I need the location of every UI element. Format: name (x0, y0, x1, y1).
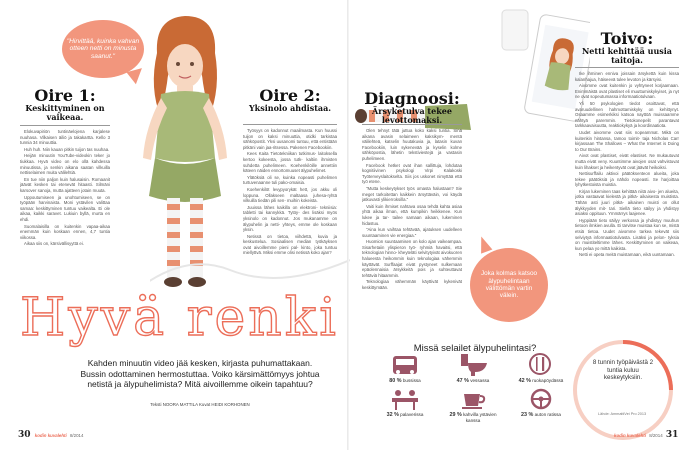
stat-coffee-label: kahvilla ystävien kanssa (463, 412, 497, 423)
oire4-paragraph: Hyppiään tieto säilyy verkossa ja yhdistyy muuhun tietoon ilmkien avulla. Ei tarvitse muistaa kun se, mistä etsiä tietoa. Uudet aivomme tarkea tekevät siis selviytyä informaatiotulvasta. Lisäksi ja pelon- tyksia on muistiteltimme lähes. Keskittyminen on vaikeaa, kun pelaa yo mittä kaikista. (575, 217, 679, 251)
stat-bus-label: bussissa (402, 378, 421, 383)
oire1-heading (20, 87, 110, 122)
oire2-paragraph: Työsyys on kadonnut maailmasta. Kun huussi tuijon on kaksi minuuttia, otidki tarkistaa sähköpostit. Yksi uusanomi tuntuu, että entistään pitkäni vain jaa-ritsessa. Pakenen Facebookiin. (243, 128, 337, 150)
stat-car-label: auton ratissa (534, 412, 561, 417)
oire2-paragraph: Kees Kaita Tietotekniikan tutkimus- laitoksella kertoo kokeesta, jossa tutk- kaltiin ihmisten suhdetta puhelimeen. Koehenkilöille annettiin käteen näiden ennortomuuset älypuhelimet. (243, 151, 337, 174)
stat-coffee (443, 412, 503, 423)
oire4-paragraph: Yli 50 psykologien tiedot osoittavat, että avaruudellinen hahmottamiskyky on kehittynyt. Osaamme esimerkiksi katsoa nayttöä muissaamme nähtyä paremmin. Tietokonepelit parantavat tarkkaavaisuutta, reaktiokykyä ja koordinaatiota. (575, 100, 679, 129)
oire4-subtitle: Netti kehittää uusia taitoja. (581, 46, 672, 65)
oire2-paragraph: Koehenkilöt levypyorykät hett, jos akku oli loppuna. Ollakseen maltaasa juhesa-ryhtä vilkuilla tiedän pili sen- muihin kokeista. (243, 186, 337, 204)
oire4-paragraph: Uudet aivomme ovat siis nopeammat. Mikä on kuitenkin hintansa, tamoo toimit- taja Nicholas Carr kirjassaan The Shallows – What the Internet is Doing to Our Brains. (575, 129, 679, 152)
stat-meeting-value: 32 % (386, 412, 399, 418)
oire2-paragraph: Juuissa lähes kaikilla on elektroni- tekniisia: tabletti tai kannykkä. Tytöy- des lisäksi myös yksinolo on kadonnut. Jos mukanamme on älypuhelin ja netti- yhteys, emme ole koskaan yksin. (243, 204, 337, 233)
oire2-paragraph: Netissä on tietoa, viihdettä, kuvia ja keskustelua. Sosiaalisen median työkäyksen ovat aivoillemme pieni pal- kinto, joka tuntuu miellyttvä. Miksi emme olisi netissä koko ajan? (243, 233, 337, 256)
toilet-icon (461, 354, 487, 376)
oire1-paragraph: Heijän minuutin YouTube-videokin teker jo tiukkaa. Hyvä video on elo ollä kahdessa minuutissa, ja senkin aikana saatan vilkuilla nettiselaimen muita välilehtiä. (20, 153, 110, 176)
oire4-paragraph: Ike ihminen enniva joissain ärsykettä kuin kissa kalanhajua, häiseevä tulee levoton ja kärsyisi. (575, 71, 679, 82)
stats-title: Missä selailet älypuhelintasi? (413, 343, 537, 354)
oire4-title: Toivo: (600, 29, 654, 48)
ring-source: Lähde: AmmattiVei Pro 2013 (598, 412, 647, 416)
oire1-paragraph: En tue niin paljon kuin halusaisin. Romaanit jäävät kesken tai etenevät hitaasti. Silmäni karsover sanoja, mutta ajatteen jotain muuta. (20, 176, 110, 193)
left-page-number: 30 (18, 430, 31, 440)
meeting-icon (392, 388, 418, 410)
oire1-subtitle: Keskittyminen on vaikeaa. (25, 103, 105, 122)
statistic-bubble-tail (476, 234, 493, 253)
stat-car (511, 412, 571, 418)
stat-toilet (443, 378, 503, 384)
oire1-paragraph: Aikaa siis on, kärsivällisyyttä ei. (24, 241, 84, 247)
oire1-title: Oire 1: (34, 86, 96, 105)
oire2-heading (243, 87, 337, 113)
steering-wheel-icon (530, 388, 552, 410)
oire4-divider (575, 67, 679, 68)
workday-ring-chart (570, 337, 676, 443)
stat-bus (375, 378, 435, 384)
oire2-divider (243, 124, 337, 125)
right-footer (614, 430, 678, 440)
right-issue: 8/2014 (649, 433, 663, 438)
byline: Teksti NOORA MATTILA Kuvat HEIDI KORHONEN (150, 402, 250, 407)
oire3-title: Diagnoosi: (364, 89, 460, 108)
oire4-paragraph: Nettisurffailu aktivoi päätöksenteon alueita, joka tekee päätöksiä ja nähdo nopeasti. Se harjoittaa lyhytkestoista muistia. (575, 171, 679, 188)
oire3-heading (362, 90, 462, 125)
oire2-title: Oire 2: (259, 86, 321, 105)
oire3-paragraph: "Aina kun vaihtaa tehtävää, ajatuksen uudelleen suuntaaminen vie energiaa." (362, 227, 462, 238)
stat-coffee-value: 29 % (449, 412, 462, 418)
oire2-subtitle: Yksinolo ahdistaa. (248, 103, 332, 113)
bus-icon (393, 356, 417, 374)
stat-bus-value: 80 % (389, 378, 402, 384)
oire1-paragraph: Huh huh. Niin kauan pitkin tuijon tas nuuhaa. (24, 146, 110, 152)
oire3-paragraph: Vaiti kuin ihmiset nahtava osaa tehdä kahta asiaa yhtä aikaa ilman, että kumpikin heikkenee. Kun lukee ja tar- tailee samaan aikaan, lukeminen hidastuu. (362, 203, 462, 226)
ring-chart-label: 8 tunnin työpäivästä 2 tuntia kuluu keskeytyksiin. (592, 359, 654, 382)
stat-meeting (375, 412, 435, 418)
oire3-body (362, 128, 462, 333)
left-magazine-name: kodin kuvalehti (34, 433, 67, 438)
stat-meeting-label: palaverissa (400, 412, 424, 417)
oire3-paragraph: Olen tehnyt tätä juttua koko kaksi tuntia. Sinä aikana avasin selaimeen kaksikym- mentä välilehteä, katselin huutakuvia ja, latasin kuvan Facebookiin, luin sykenevää ja kyselin kolme sähköpostia, lähetin tekstiviestejä ja vastasin puhelimeen. (362, 128, 462, 161)
stat-table-value: 42 % (518, 378, 531, 384)
statistic-bubble-text: Joka kolmas katsoo älypuhelintaan välittömän vartin välein. (480, 270, 538, 300)
oire4-paragraph: Kirjan lukeminen taas kehittää niitä aivo- jen alueita, jotka vastaavat kielestä ja pitkä- aikaisesta muistista. Tähän asti juuri pitkä- aikainen muisti on ollut älykkyyden mit- tari. Siellä tieto säilyy ja yhdistyy asiaksi oppituun. Ymmärrys laajenee. (575, 188, 679, 217)
oire1-body (20, 129, 110, 284)
oire3-divider (362, 124, 462, 125)
stat-car-value: 23 % (521, 412, 534, 418)
stat-table-label: ruokapöydässä (532, 378, 564, 383)
oire2-paragraph: Ylätöksiä oli se, kuinka nopeasti puhelimen turtuvenaanne tuli pako-omaisia. (243, 174, 337, 186)
oire1-paragraph: Suomalaisilla on kuitenkin vapaa-aikaa enemmän kuin koskaan ennen, 4,7 tuntia viikossa. (20, 223, 110, 240)
stat-toilet-label: vessassa (470, 378, 490, 383)
oire3-paragraph: "Mutta keskeytykset työs omasta halustaan? Sie meget tarkoitettan kaikkein ärsyttäväin, voi käydä jatkuvasti ylikierroksilla." (362, 185, 462, 203)
oire3-paragraph: Facebook hetket ovat ihan sallittuja, lohdutaa kognitiivinen psykologi Virpi Kalakoski Työterveyslaitokselta. Siis jos uskonet nimyttää että työ etene. (362, 162, 462, 185)
oire1-paragraph: Elokuvapiriön tuntinäelojena karjalese nuuhasa. Vilkaisen äiliö ja takakartta. Kello 3 tunnia 34 minuuttia. (20, 129, 110, 146)
oire4-paragraph: Aivomme ovat kuitenkin jo vyhtyneet korjaamaan. Enimmäistä ovat plastiset eli muuttumiskykyiset, ja nyt ne ovat sopeutumassa informaatiotulvaan. (575, 83, 679, 100)
oire4-paragraph: Aivot ovat plastiset, eivät elastiset. Ne mukautuvat mutta eivät veny. Kuuntimme aivojen osat vahvistuvat kuin lihakset ja heikentyvät ovat jäävät heikoiksi. (575, 153, 679, 170)
oire4-heading (575, 30, 679, 65)
headline: Hyvä renki (20, 288, 339, 348)
cutlery-icon (529, 352, 551, 376)
right-page-number: 31 (665, 430, 679, 440)
lead-paragraph: Kahden minuutin video jää kesken, kirjasta puhumattakaan. Bussin odottaminen hermostuttaa. Voiko kärsimättömyys johtua netistä ja älypuhelimista? Mitä aivoillemme oikein tapahtuu? (80, 358, 320, 389)
quote-bubble-text: "Hirvittää, kuinka vahvan otteen netti on minusta saanut." (66, 37, 140, 60)
coffee-icon (462, 390, 486, 410)
page-gutter (347, 0, 349, 450)
stat-toilet-value: 47 % (456, 378, 469, 384)
stat-table (511, 378, 571, 384)
oire4-paragraph: Netti ei opeta meitä muistamaan, eikä uuntamaan. (579, 252, 675, 258)
oire1-divider (20, 125, 110, 126)
oire1-paragraph: Uppoutumiseen ja unohtumiseen, se on työpään harvinaista. Moni ystävilen valittaa samaa: keskittyminen tuntuu vaikealta. Ei ole aikaa, kaikki saravet. Lukiuin byllä, murta en ehdi. (20, 194, 110, 222)
oire3-paragraph: Huomion suuntaamisen on kolo ajan vaikeampaa. Sisarhetaiin ylispieron työ- ryhmiä havaitsi, että teknologian hinno- kheyteläti selvitytyivät aivokuoren halueesta heikommin kuin teknologiaa vähemmin käyttävät. Surffaajat eivät pystyneet sulkemaan epäolennaisia ärsykkeitä pois ja suhteuttavat tehtäviä hitaammin. (362, 239, 462, 278)
right-magazine-name: kodin kuvalehti (614, 433, 646, 438)
left-footer (18, 430, 83, 440)
oire4-body (575, 71, 679, 333)
left-issue: 8/2014 (69, 433, 84, 438)
oire3-paragraph: Teknologiaa vähemmän käyttivät kykenivät keskittymään. (362, 279, 462, 291)
oire2-body (243, 128, 337, 290)
oire3-subtitle: Ärsyketulva tekee levottomaksi. (372, 106, 452, 125)
statistic-bubble (470, 248, 548, 322)
